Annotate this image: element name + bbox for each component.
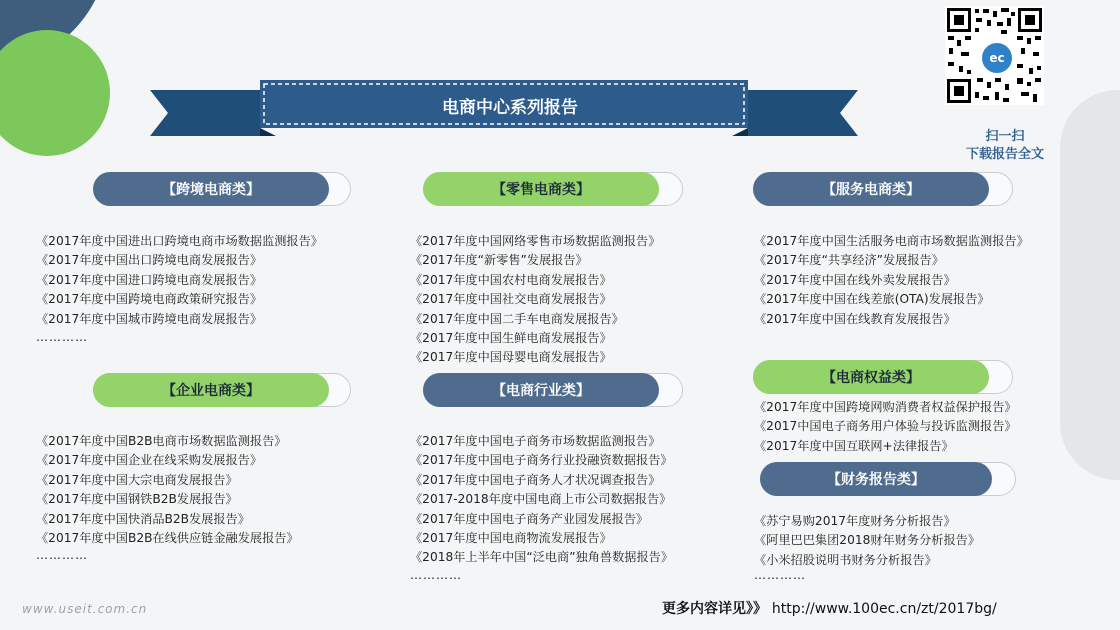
category-title-retail: 【零售电商类】	[423, 172, 659, 206]
list-item[interactable]: 《2017年度中国B2B在线供应链金融发展报告》	[36, 531, 299, 546]
category-pill-service[interactable]	[753, 172, 1013, 206]
service-report-list	[754, 232, 1084, 329]
list-item[interactable]: 《2017年度中国互联网+法律报告》	[754, 438, 954, 453]
category-pill-industry[interactable]	[423, 373, 683, 407]
list-item[interactable]: 《2017年度中国电子商务市场数据监测报告》	[410, 434, 661, 448]
list-item[interactable]: 《2017年度中国生鲜电商发展报告》	[410, 331, 612, 346]
list-item[interactable]: 《阿里巴巴集团2018财年财务分析报告》	[754, 533, 981, 548]
more-info-link[interactable]: http://www.100ec.cn/zt/2017bg/	[771, 601, 997, 617]
category-pill-retail[interactable]	[423, 172, 683, 206]
watermark: www.useit.com.cn	[22, 602, 148, 616]
enterprise-report-list	[36, 432, 299, 548]
list-item[interactable]: 《2017年度中国进出口跨境电商市场数据监测报告》	[36, 234, 323, 248]
qr-caption-line2: 下载报告全文	[965, 147, 1044, 162]
list-item[interactable]: 《2017年度中国在线差旅(OTA)发展报告》	[754, 292, 990, 307]
qr-caption	[945, 128, 1065, 164]
more-info-line	[662, 598, 997, 618]
list-item[interactable]: 《2017年度中国电子商务人才状况调查报告》	[410, 472, 661, 487]
cross-border-report-list	[36, 232, 323, 329]
rights-report-list	[754, 398, 1017, 456]
list-item[interactable]: 《2017年度中国B2B电商市场数据监测报告》	[36, 434, 287, 448]
finance-report-list	[754, 512, 980, 570]
category-pill-finance[interactable]	[760, 462, 1016, 496]
list-item[interactable]: 《2017年度中国城市跨境电商发展报告》	[36, 311, 263, 326]
more-ellipsis: …………	[36, 330, 88, 344]
list-item[interactable]: 《苏宁易购2017年度财务分析报告》	[754, 514, 956, 528]
category-title-cross-border: 【跨境电商类】	[93, 172, 329, 206]
list-item[interactable]: 《2017年度“共享经济”发展报告》	[754, 253, 944, 268]
list-item[interactable]: 《2017年度中国母婴电商发展报告》	[410, 350, 612, 365]
category-pill-cross-border[interactable]	[93, 172, 351, 206]
list-item[interactable]: 《2017年度“新零售”发展报告》	[410, 253, 588, 268]
list-item[interactable]: 《2017年度中国生活服务电商市场数据监测报告》	[754, 234, 1029, 248]
list-item[interactable]: 《2017年度中国跨境电商政策研究报告》	[36, 292, 263, 307]
category-title-enterprise: 【企业电商类】	[93, 373, 329, 407]
list-item[interactable]: 《2017年度中国大宗电商发展报告》	[36, 472, 238, 487]
ec-logo-icon: ec	[980, 41, 1014, 75]
more-ellipsis: …………	[410, 568, 462, 582]
more-ellipsis: …………	[36, 548, 88, 562]
retail-report-list	[410, 232, 660, 368]
list-item[interactable]: 《小米招股说明书财务分析报告》	[754, 552, 937, 567]
list-item[interactable]: 《2017年度中国电商物流发展报告》	[410, 531, 612, 546]
list-item[interactable]: 《2017年度中国出口跨境电商发展报告》	[36, 253, 263, 268]
list-item[interactable]: 《2017中国电子商务用户体验与投诉监测报告》	[754, 419, 1017, 434]
more-ellipsis: …………	[754, 568, 806, 582]
page-title: 电商中心系列报告	[442, 98, 578, 118]
category-title-finance: 【财务报告类】	[760, 462, 992, 496]
list-item[interactable]: 《2017年度中国电子商务行业投融资数据报告》	[410, 453, 673, 468]
list-item[interactable]: 《2017年度中国二手车电商发展报告》	[410, 311, 624, 326]
list-item[interactable]: 《2017年度中国快消品B2B发展报告》	[36, 511, 250, 526]
list-item[interactable]: 《2017年度中国在线外卖发展报告》	[754, 272, 956, 287]
category-title-industry: 【电商行业类】	[423, 373, 659, 407]
list-item[interactable]: 《2017年度中国农村电商发展报告》	[410, 272, 612, 287]
list-item[interactable]: 《2017-2018年度中国电商上市公司数据报告》	[410, 492, 672, 507]
list-item[interactable]: 《2017年度中国钢铁B2B发展报告》	[36, 492, 238, 507]
qr-caption-line1: 扫一扫	[985, 129, 1025, 144]
list-item[interactable]: 《2017年度中国进口跨境电商发展报告》	[36, 272, 263, 287]
list-item[interactable]: 《2017年度中国跨境网购消费者权益保护报告》	[754, 400, 1017, 414]
category-pill-rights[interactable]	[753, 360, 1013, 394]
list-item[interactable]: 《2017年度中国社交电商发展报告》	[410, 292, 612, 307]
industry-report-list	[410, 432, 673, 568]
category-title-rights: 【电商权益类】	[753, 360, 989, 394]
category-pill-enterprise[interactable]	[93, 373, 351, 407]
list-item[interactable]: 《2017年度中国企业在线采购发展报告》	[36, 453, 263, 468]
list-item[interactable]: 《2017年度中国电子商务产业园发展报告》	[410, 511, 649, 526]
category-title-service: 【服务电商类】	[753, 172, 989, 206]
more-info-label: 更多内容详见》》	[662, 601, 767, 617]
title-ribbon	[150, 78, 858, 140]
list-item[interactable]: 《2017年度中国网络零售市场数据监测报告》	[410, 234, 661, 248]
list-item[interactable]: 《2017年度中国在线教育发展报告》	[754, 311, 956, 326]
decorative-green-circle	[0, 30, 110, 156]
qr-code[interactable]	[945, 6, 1044, 105]
list-item[interactable]: 《2018年上半年中国“泛电商”独角兽数据报告》	[410, 550, 674, 565]
